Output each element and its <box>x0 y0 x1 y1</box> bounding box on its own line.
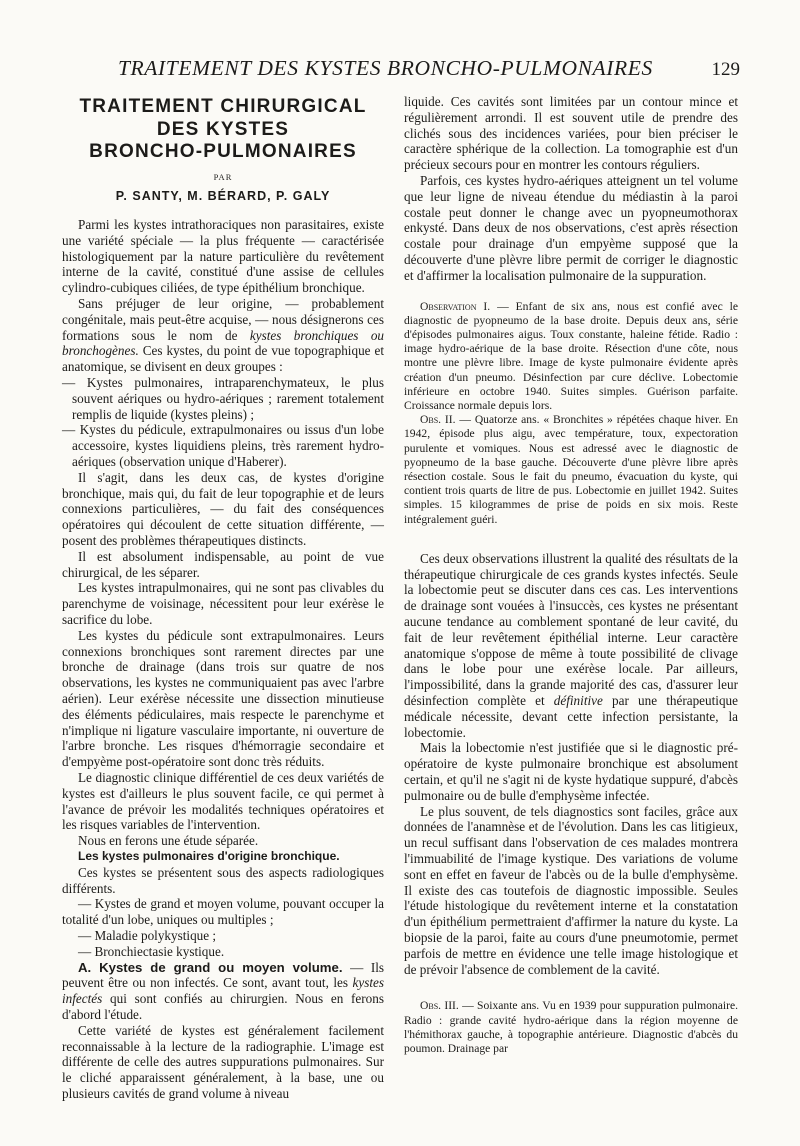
list-item: — Kystes de grand et moyen volume, pouvant occuper la totalité d'un lobe, uniques ou multiples ; <box>62 896 384 928</box>
paragraph: Il est absolument indispensable, au point de vue chirurgical, de les séparer. <box>62 548 384 580</box>
paragraph: Ces kystes se présentent sous des aspects radiologiques différents. <box>62 864 384 896</box>
list-item: — Kystes du pédicule, extrapulmonaires ou issus d'un lobe accessoire, kystes liquidiens pleins, très rarement hydro-aériques (observation unique d'Haberer). <box>62 422 384 470</box>
kyst-groups-list <box>62 375 384 470</box>
italic-term: définitive <box>553 692 603 708</box>
right-column <box>404 94 738 1056</box>
list-item: — Maladie polykystique ; <box>78 927 217 943</box>
observation-label: Observation I. <box>420 299 491 313</box>
italic-term: kystes bronchiques ou bronchogènes. <box>62 327 385 359</box>
observation: Obs. III. — Soixante ans. Vu en 1939 pour suppuration pulmonaire. Radio : grande cavité hydro-aérique dans la région moyenne de l'hémithorax gauche, à topographie antérieure. Diagnostic d'abcès du poumon. Drainage par <box>404 999 738 1055</box>
subsection-heading: A. Kystes de grand ou moyen volume. <box>78 959 343 975</box>
paragraph: Il s'agit, dans les deux cas, de kystes d'origine bronchique, mais qui, du fait de leur topographie et de leurs connexions particulières, — du fait des conséquences opératoires qui découlent de cette situation différente, — posent des problèmes thérapeutiques distincts. <box>62 469 384 549</box>
observation-block <box>404 300 738 527</box>
paragraph: Mais la lobectomie n'est justifiée que si le diagnostic pré-opératoire de kyste pulmonaire bronchique est absolument certain, et qu'il ne s'agit ni de kyste hydatique suppuré, d'abcès pulmonaire ou de bulle d'emphysème infectée. <box>404 740 738 803</box>
title-line: BRONCHO-PULMONAIRES <box>89 141 357 162</box>
paragraph: Cette variété de kystes est généralement facilement reconnaissable à la lecture de la radiographie. L'image est différente de celle des autres suppurations pulmonaires. Sur le cliché apparaissent généralement, à la base, une ou plusieurs cavités de grand volume à niveau <box>62 1022 384 1101</box>
paragraph: A. Kystes de grand ou moyen volume. — Ils peuvent être ou non infectés. Ce sont, avant tout, les kystes infectés qui sont confiés au chirurgien. Nous en ferons d'abord l'étude. <box>62 959 384 1022</box>
paragraph: Parmi les kystes intrathoraciques non parasitaires, existe une variété spéciale — la plus fréquente — caractérisée histologiquement par la nature particulière du revêtement interne de la cavité, constitué d'une assise de cellules cylindro-cubiques ciliées, de type épithélium bronchique. <box>62 217 384 296</box>
paragraph: Ces deux observations illustrent la qualité des résultats de la thérapeutique chirurgicale de ces grands kystes infectés. Seule la lobectomie peut se discuter dans ces cas. Les interventions de drainage sont vouées à l'insuccès, ces kystes ne présentant aucune tendance au comblement spontané de leur cavité, du fait de leur revêtement épithélial interne. Leur caractère anatomique s'oppose de même à toute possibilité de clivage dans le lobe pour une exérèse locale. Par ailleurs, l'impossibilité, dans la grande majorité des cas, d'assurer leur désinfection complète et définitive par une thérapeutique médicale nécessite, devant cette infection persistante, la lobectomie. <box>404 550 738 740</box>
list-item: — Kystes pulmonaires, intraparenchymateux, le plus souvent aériques ou hydro-aériques ; rarement totalement remplis de liquide (kystes pleins) ; <box>62 375 384 422</box>
paragraph: Les kystes intrapulmonaires, qui ne sont pas clivables du parenchyme de voisinage, nécessitent pour leur exérèse le sacrifice du lobe. <box>62 580 384 628</box>
paragraph: Parfois, ces kystes hydro-aériques atteignent un tel volume que leur ligne de niveau étendue du médiastin à la paroi costale peut donner le change avec un pyopneumothorax enkysté. Dans deux de nos observations, c'est après résection costale pour drainage d'un empyème supposé que la découverte d'une plèvre libre permit de corriger le diagnostic et d'affirmer la localisation pulmonaire de la suppuration. <box>404 172 738 283</box>
running-header <box>0 56 800 86</box>
list-item: — Bronchiectasie kystique. <box>78 943 225 959</box>
observation: Observation I. — Enfant de six ans, nous est confié avec le diagnostic de pyopneumo de la base droite. Depuis deux ans, série d'épisodes pulmonaires aigus. Toux constante, haleine fétide. Radio : image hydro-aérique de la base droite. Résection d'une côte, nous montre une plèvre libre. Image de kyste pulmonaire évidente après création d'un pneumo. Désinfection par cure déclive. Lobectomie inférieure en octobre 1940. Suites simples. Guérison parfaite. Croissance normale depuis lors. <box>404 299 738 412</box>
byline-par: PAR <box>213 171 233 182</box>
authors: P. SANTY, M. BÉRARD, P. GALY <box>115 189 331 204</box>
observation: Obs. II. — Quatorze ans. « Bronchites » répétées chaque hiver. En 1942, épisode plus aigu, avec température, toux, expectoration purulente et vomiques. Nous est adressé avec le diagnostic de pyopneumo de la base gauche. Découverte d'une plèvre libre après résection costale. Sous le fait du pneumo, évacuation du kyste, qui contient trois quarts de litre de pus. Lobectomie en juillet 1942. Suites simples. 15 kilogrammes de prise de poids en six mois. Reste intégralement guéri. <box>404 413 738 526</box>
observation-block <box>404 999 738 1056</box>
radiologic-aspects-list <box>62 896 384 959</box>
spacer <box>404 977 738 999</box>
spacer <box>404 527 738 551</box>
paragraph: Sans préjuger de leur origine, — probablement congénitale, mais peut-être acquise, — nous désignerons ces formations sous le nom de kystes bronchiques ou bronchogènes. Ces kystes, du point de vue topographique et anatomique, se divisent en deux groupes : <box>62 296 385 375</box>
paragraph: Nous en ferons une étude séparée. <box>78 833 259 849</box>
observation-label: Obs. III. <box>420 999 459 1013</box>
running-title: TRAITEMENT DES KYSTES BRONCHO-PULMONAIRES <box>118 56 653 80</box>
title-line: TRAITEMENT CHIRURGICAL <box>79 96 367 117</box>
italic-term: kystes infectés <box>62 975 384 1007</box>
paragraph: liquide. Ces cavités sont limitées par un contour mince et régulièrement arrondi. Il est souvent utile de prendre des clichés sous des incidences variées, pour bien préciser le caractère sphérique de la collection. La tomographie est d'un précieux secours pour en montrer les contours réguliers. <box>404 94 738 173</box>
article-title <box>62 96 384 164</box>
observation-label: Obs. II. <box>420 413 456 427</box>
paragraph: Les kystes du pédicule sont extrapulmonaires. Leurs connexions bronchiques sont rarement directes par une bronche de drainage (dans trois sur quatre de nos observations, les kystes ne communiquaient pas avec l'arbre aérien). Leur exérèse nécessite une dissection minutieuse des éléments pédiculaires, mais respecte le parenchyme et n'implique ni ligature vasculaire importante, ni ouverture de l'arbre bronche. Les risques d'hémorragie secondaire et d'empyème post-opératoire sont donc très réduits. <box>62 627 384 770</box>
paragraph: Le diagnostic clinique différentiel de ces deux variétés de kystes est d'ailleurs le plus souvent facile, ce qui permet à l'avance de prévoir les modalités techniques opératoires et les risques variables de l'intervention. <box>62 769 384 833</box>
paragraph: Le plus souvent, de tels diagnostics sont faciles, grâce aux données de l'anamnèse et de l'évolution. Dans les cas litigieux, un recul suffisant dans l'observation de ces malades montrera l'immuabilité de l'image kystique. Des variations de volume sont en effet en faveur de l'abcès ou de la bulle d'emphysème. Il existe des cas toutefois de diagnostic impossible. Seules l'étude histologique du revêtement interne et la constatation d'un épithélium permettraient d'affirmer la nature du kyste. La biopsie de la paroi, faite au cours d'une pneumotomie, permet parfois de mettre en évidence une telle image histologique et de prévoir l'absence de comblement de la cavité. <box>404 803 738 977</box>
page-number: 129 <box>711 59 740 80</box>
left-column <box>62 94 384 1102</box>
section-heading: Les kystes pulmonaires d'origine bronchique. <box>78 848 340 863</box>
title-line: DES KYSTES <box>156 118 290 140</box>
